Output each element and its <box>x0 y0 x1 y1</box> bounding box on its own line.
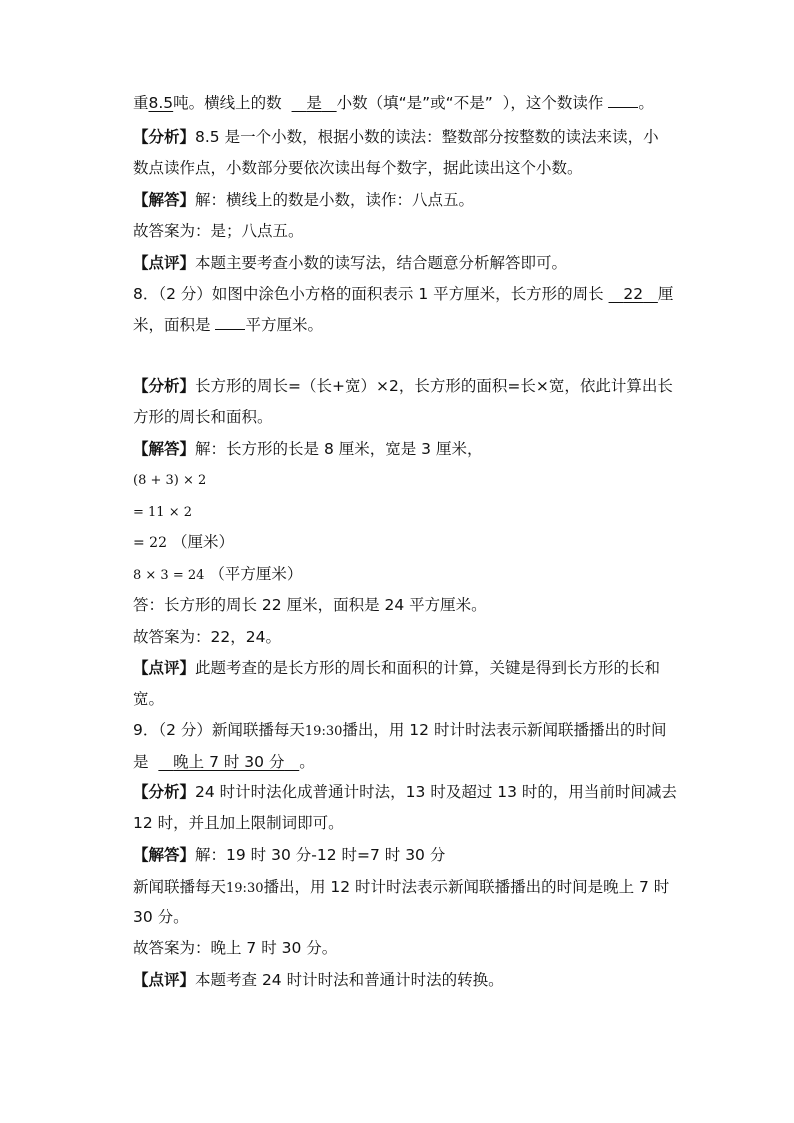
q8-calc-4: 8 × 3 = 24 （平方厘米） <box>133 565 303 583</box>
q8-calc-2: = 11 × 2 <box>133 505 192 520</box>
q8-review: 【点评】此题考查的是长方形的周长和面积的计算，关键是得到长方形的长和 <box>133 659 661 677</box>
q7-analysis: 【分析】8.5 是一个小数，根据小数的读法：整数部分按整数的读法来读，小 <box>133 128 659 146</box>
q8-stem-line-1: 8．（2 分）如图中涂色小方格的面积表示 1 平方厘米，长方形的周长 22 厘 <box>133 285 674 303</box>
q7-answer-blank-2 <box>608 93 638 108</box>
q7-review: 【点评】本题主要考查小数的读写法，结合题意分析解答即可。 <box>133 254 568 272</box>
q7-analysis-cont: 数点读作点，小数部分要依次读出每个数字，据此读出这个小数。 <box>133 159 583 177</box>
q9-review: 【点评】本题考查 24 时计时法和普通计时法的转换。 <box>133 971 504 989</box>
q9-answer-line: 故答案为：晚上 7 时 30 分。 <box>133 939 338 957</box>
q8-reply: 答：长方形的周长 22 厘米，面积是 24 平方厘米。 <box>133 596 487 614</box>
q8-calc-3: = 22 （厘米） <box>133 533 234 551</box>
q8-review-cont: 宽。 <box>133 690 165 708</box>
q9-time: 19:30 <box>304 724 343 739</box>
q9-solution-line-2: 新闻联播每天19:30播出，用 12 时计时法表示新闻联播播出的时间是晚上 7 时 <box>133 878 670 896</box>
q7-answer-blank-1: 是 <box>306 94 322 112</box>
q7-answer-line: 故答案为：是；八点五。 <box>133 222 304 240</box>
q7-solution: 【解答】解：横线上的数是小数，读作：八点五。 <box>133 191 475 209</box>
q9-stem-line-2: 是 晚上 7 时 30 分 。 <box>133 753 315 771</box>
q8-answer-line: 故答案为：22，24。 <box>133 628 281 646</box>
q8-calc-1: (8 + 3) × 2 <box>133 473 207 488</box>
q8-solution: 【解答】解：长方形的长是 8 厘米，宽是 3 厘米， <box>133 440 483 458</box>
q9-stem-line-1: 9．（2 分）新闻联播每天19:30播出，用 12 时计时法表示新闻联播播出的时间 <box>133 721 667 739</box>
q8-analysis-cont: 方形的周长和面积。 <box>133 408 273 426</box>
q8-analysis: 【分析】长方形的周长=（长+宽）×2，长方形的面积=长×宽，依此计算出长 <box>133 377 673 395</box>
q8-stem-line-2: 米，面积是 平方厘米。 <box>133 316 323 334</box>
q9-analysis-cont: 12 时，并且加上限制词即可。 <box>133 814 344 832</box>
q7-value: 8.5 <box>148 94 174 112</box>
q9-analysis: 【分析】24 时计时法化成普通计时法，13 时及超过 13 时的，用当前时间减去 <box>133 783 677 801</box>
q9-answer-blank: 晚上 7 时 30 分 <box>173 753 285 771</box>
q9-solution: 【解答】解：19 时 30 分-12 时=7 时 30 分 <box>133 846 446 864</box>
q8-answer-blank-1: 22 <box>623 285 644 303</box>
q8-answer-blank-2 <box>215 315 245 330</box>
q9-solution-line-3: 30 分。 <box>133 908 189 926</box>
q7-stem-line: 重8.5吨。横线上的数 是 小数（填“是”或“不是” ），这个数读作 。 <box>133 94 654 112</box>
